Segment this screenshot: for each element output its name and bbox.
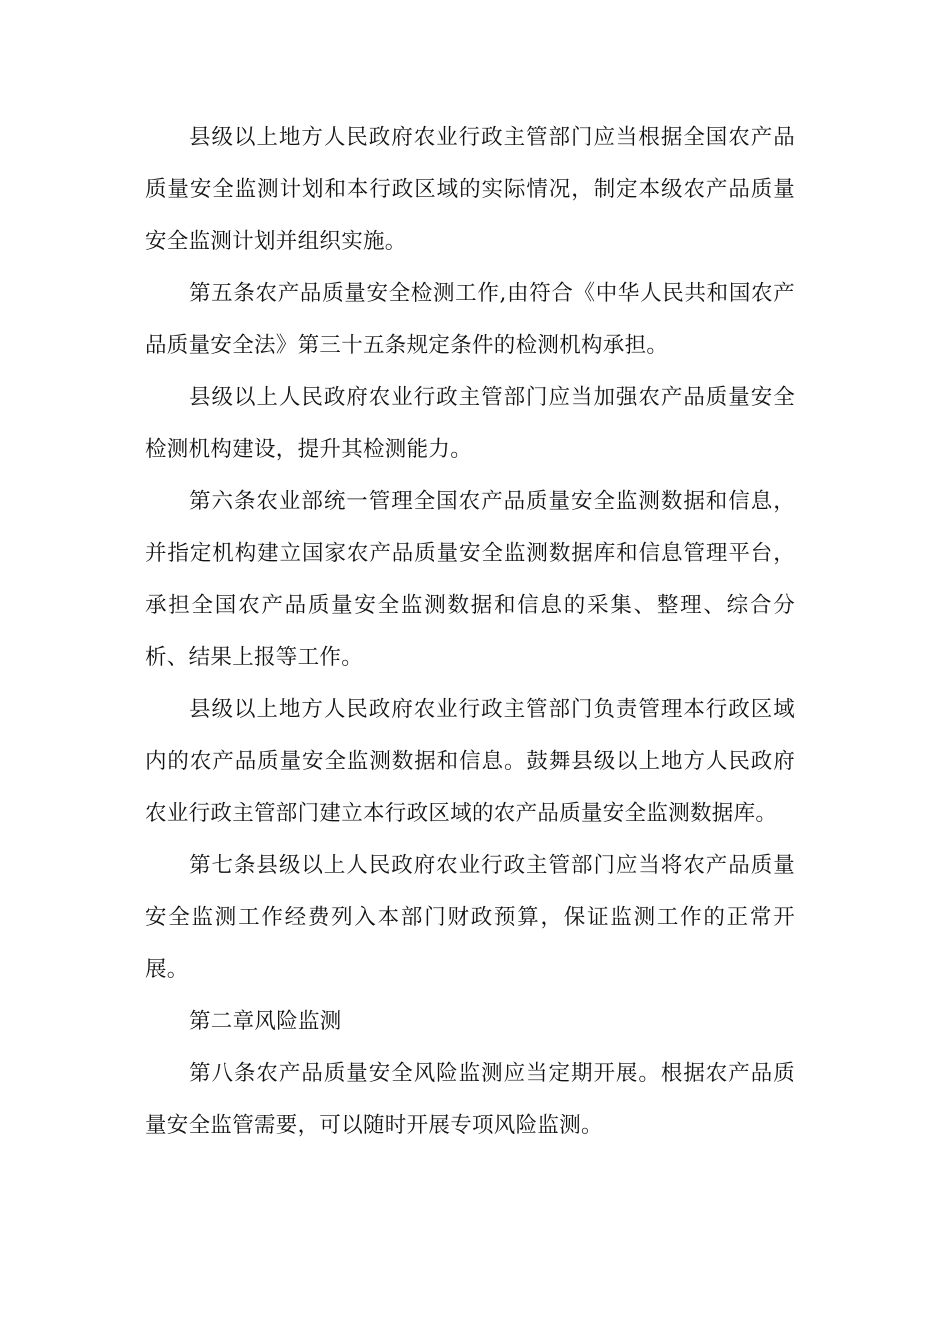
paragraph-article-8: 第八条农产品质量安全风险监测应当定期开展。根据农产品质量安全监管需要，可以随时开展专项风险监测。 — [145, 1061, 795, 1138]
document-body — [145, 112, 795, 1152]
paragraph-article-7: 第七条县级以上人民政府农业行政主管部门应当将农产品质量安全监测工作经费列入本部门财政预算，保证监测工作的正常开展。 — [145, 853, 795, 982]
paragraph-article-5: 第五条农产品质量安全检测工作,由符合《中华人民共和国农产品质量安全法》第三十五条规定条件的检测机构承担。 — [145, 281, 795, 358]
chapter-heading-risk-monitoring: 第二章风险监测 — [189, 1009, 342, 1034]
paragraph-article-6: 第六条农业部统一管理全国农产品质量安全监测数据和信息，并指定机构建立国家农产品质量安全监测数据库和信息管理平台，承担全国农产品质量安全监测数据和信息的采集、整理、综合分析、结果上报等工作。 — [145, 489, 795, 670]
paragraph-testing-capacity: 县级以上人民政府农业行政主管部门应当加强农产品质量安全检测机构建设，提升其检测能力。 — [145, 385, 795, 462]
paragraph-county-monitoring-plan: 县级以上地方人民政府农业行政主管部门应当根据全国农产品质量安全监测计划和本行政区域的实际情况，制定本级农产品质量安全监测计划并组织实施。 — [145, 125, 795, 254]
paragraph-local-database: 县级以上地方人民政府农业行政主管部门负责管理本行政区域内的农产品质量安全监测数据和信息。鼓舞县级以上地方人民政府农业行政主管部门建立本行政区域的农产品质量安全监测数据库。 — [145, 697, 795, 826]
